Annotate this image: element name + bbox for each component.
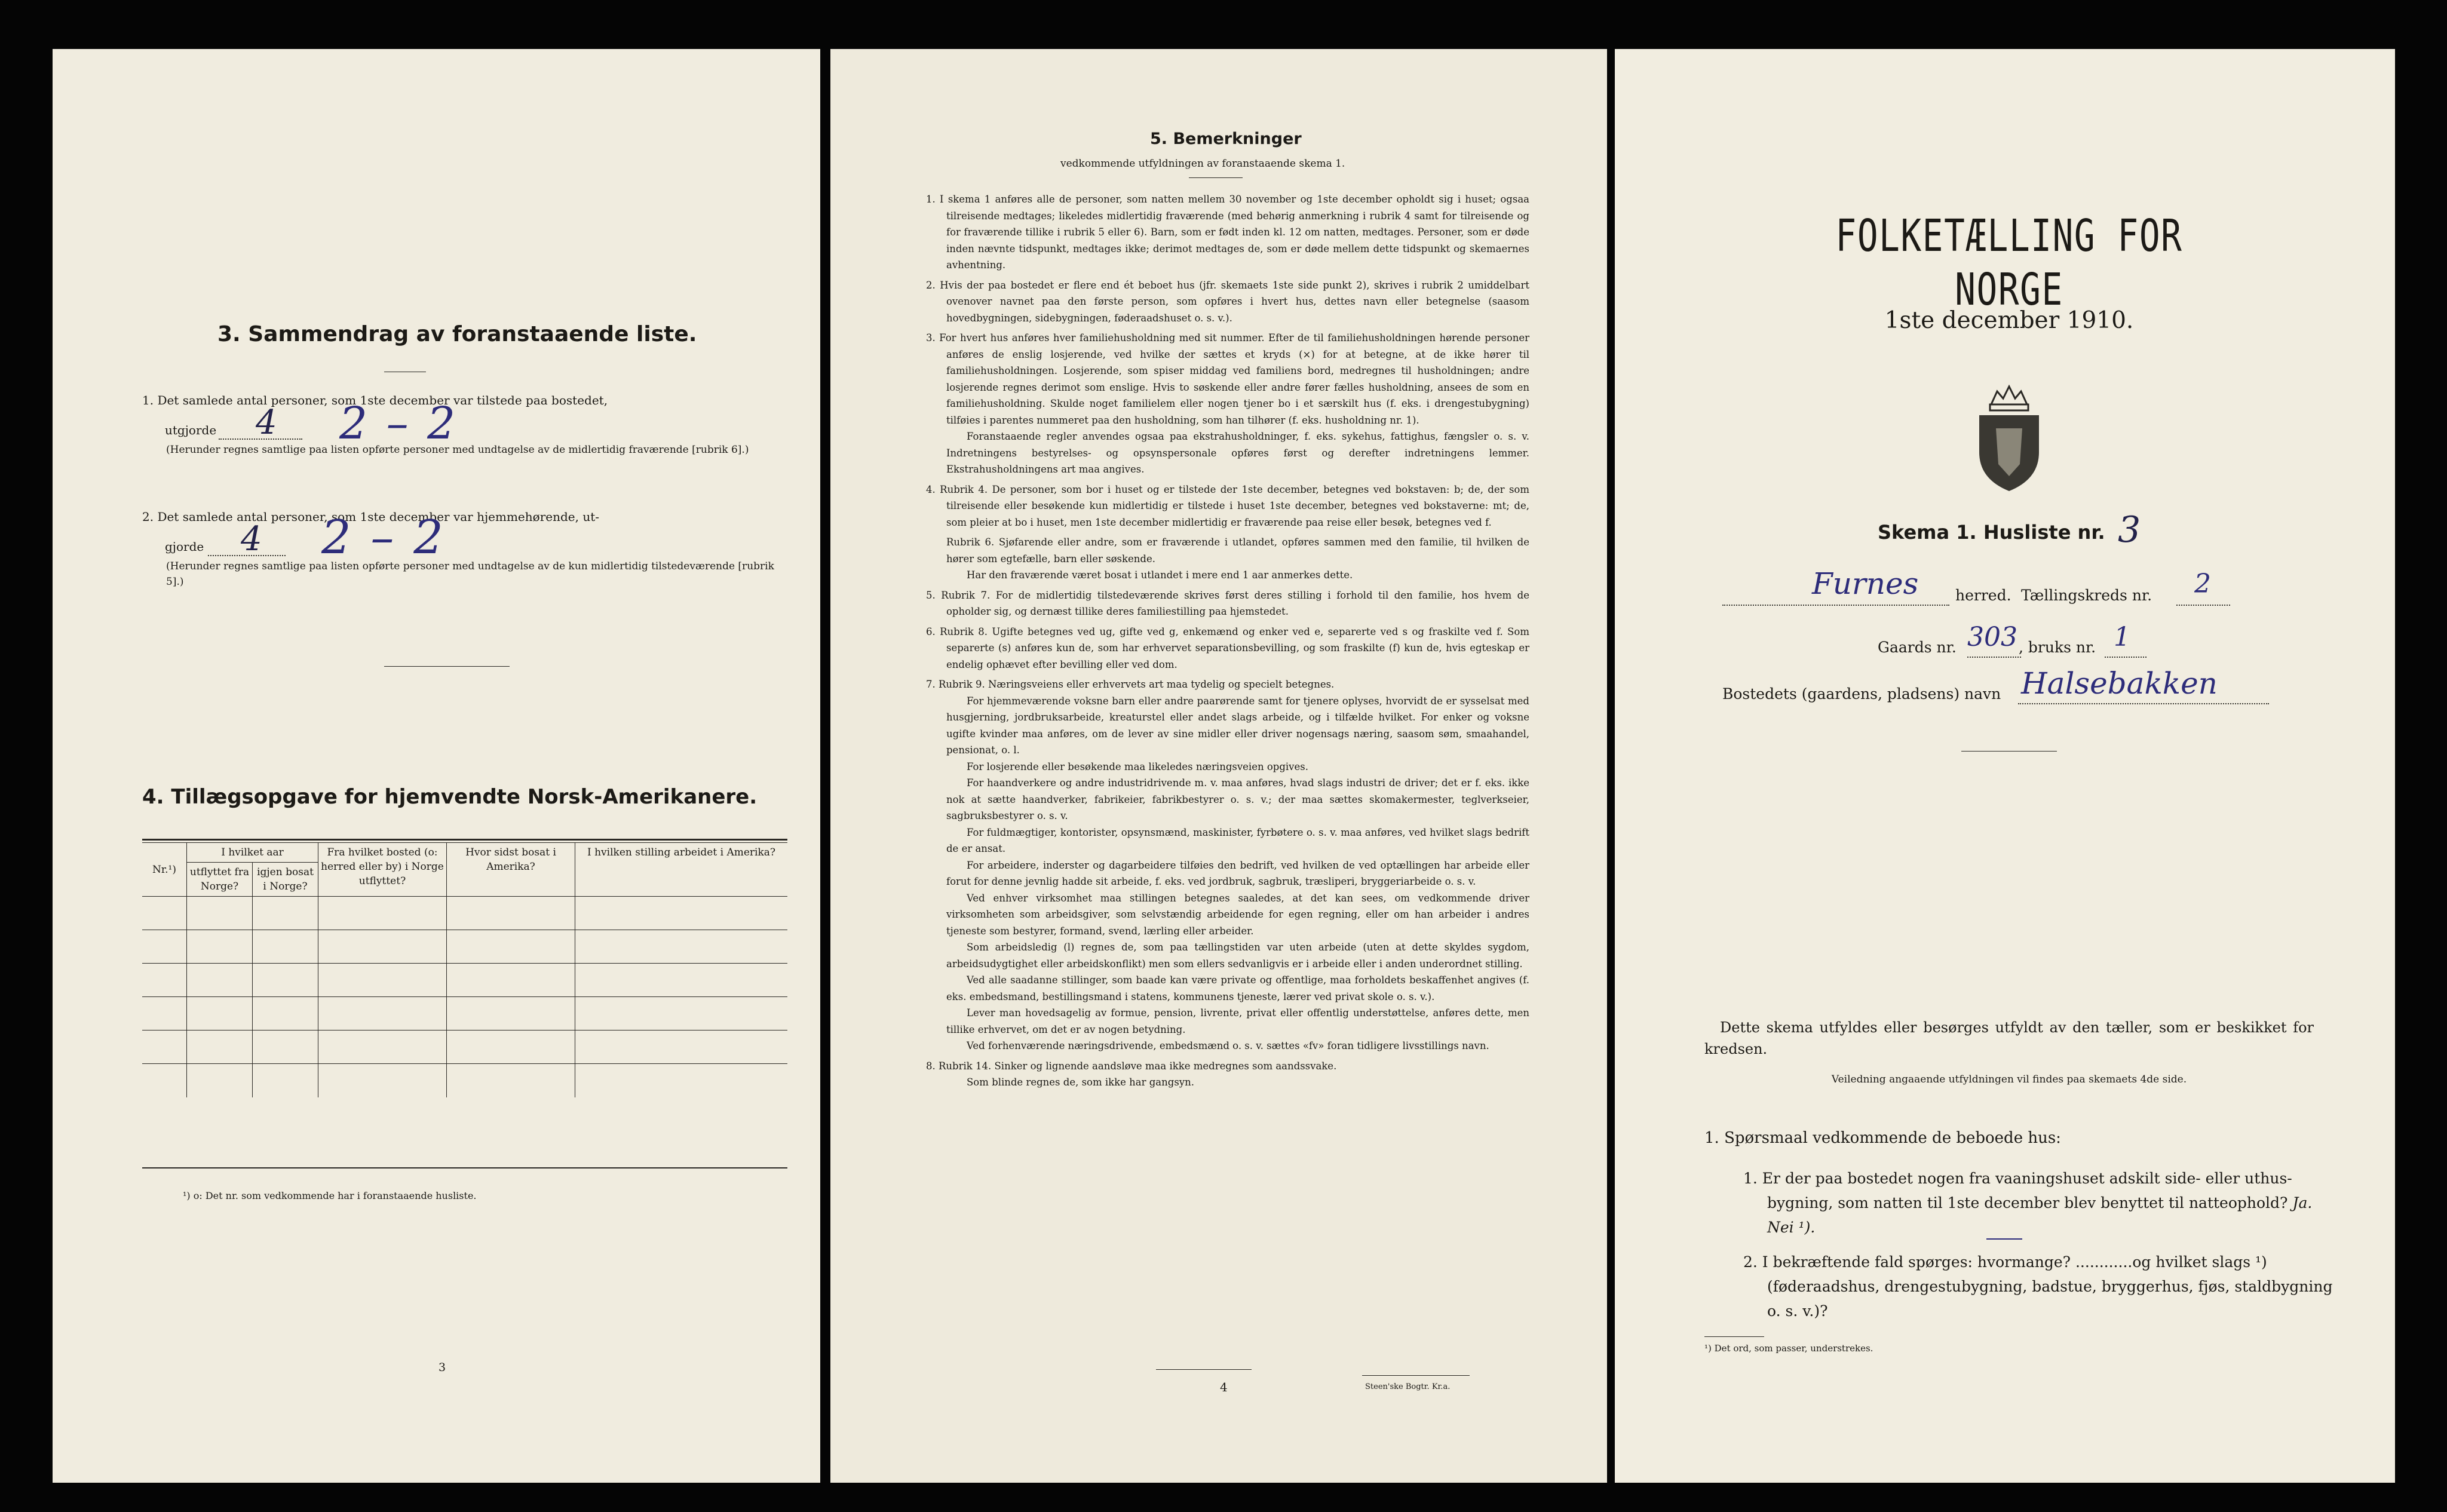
section3-title: 3. Sammendrag av foranstaaende liste.: [217, 322, 697, 346]
bosted-label: Bostedets (gaardens, pladsens) navn: [1722, 685, 2001, 703]
col-emigrated: utflyttet fra Norge?: [187, 863, 253, 897]
remark-4b: Rubrik 6. Sjøfarende eller andre, som er fraværende i utlandet, opføres sammen med den familie, til hvilken de hører som egtefælle, barn eller søskende.: [946, 536, 1529, 565]
remark-3b: Foranstaaende regler anvendes ogsaa paa ekstrahusholdninger, f. eks. sykehus, fattighus, fængsler o. s. v. Indretningens bestyrelses- og opsynspersonale opføres først og derefter indretningens lemmer. Ekstrahusholdningens art maa angives.: [946, 431, 1529, 475]
remark-7k: Ved forhenværende næringsdrivende, embedsmænd o. s. v. sættes «fv» foran tidligere livsstillings navn.: [967, 1040, 1489, 1051]
coat-of-arms-icon: [1967, 381, 2051, 494]
middle-page: [830, 49, 1607, 1483]
section4-title: 4. Tillægsopgave for hjemvendte Norsk-Amerikanere.: [142, 785, 758, 809]
item1-prefix: utgjorde: [165, 423, 217, 437]
remark-7b: For hjemmeværende voksne barn eller andre paarørende samt for tjenere oplyses, hvorvidt de er sysselsat med husgjerning, jordbruksarbeide, kreaturstel eller andet slags arbeide, og i tilfælde hvilket. For enker og voksne ugifte kvinder maa anføres, om de lever av sine midler eller driver nogensags næring, saasom søm, smaahandel, pensionat, o. l.: [946, 695, 1529, 756]
item2-handwritten: 2 – 2: [321, 511, 446, 565]
item2-note: (Herunder regnes samtlige paa listen opførte personer med undtagelse av de kun midlertidig tilstedeværende [rubrik 5].): [166, 560, 774, 588]
bosted-row: [1722, 666, 2320, 715]
right-page: [1615, 49, 2395, 1483]
remark-4: 4. Rubrik 4. De personer, som bor i huset og er tilstede der 1ste december, betegnes ved bokstaven: b; de, der som tilreisende eller besøkende kun midlertidig er tilstede i huset 1ste december, betegnes ved bokstaverne: mt; de, som pleier at bo i huset, men 1ste december midlertidig er fraværende paa reise eller besøk, betegnes ved f.: [926, 483, 1529, 528]
remark-7j: Lever man hovedsagelig av formue, pension, livrente, privat eller offentlig understøttelse, anføres dette, men tillike erhvervet, om det er av nogen betydning.: [946, 1007, 1529, 1035]
col-last-residence: Hvor sidst bosat i Amerika?: [447, 843, 575, 897]
remark-7i: Ved alle saadanne stillinger, som baade kan være private og offentlige, maa forholdets beskaffenhet angives (f. eks. embedsmand, bestillingsmand i statens, kommunens tjeneste, lærer ved privat skole o. s. v.).: [946, 974, 1529, 1002]
remark-4c: Har den fraværende været bosat i utlandet i mere end 1 aar anmerkes dette.: [967, 569, 1353, 581]
item1-printed-value: 4: [256, 403, 277, 442]
herred-row: [1722, 566, 2284, 617]
remark-2: 2. Hvis der paa bostedet er flere end ét beboet hus (jfr. skemaets 1ste side punkt 2), skrives i rubrik 2 umiddelbart ovenover navnet paa den første person, som opføres i hvert hus, dettes navn eller betegnelse (saasom hovedbygningen, sidebygningen, føderaadshuset o. s. v.).: [926, 279, 1529, 324]
remark-5: 5. Rubrik 7. For de midlertidig tilstedeværende skrives først deres stilling i forhold til den familie, hos hvem de opholder sig, og dernæst tillike deres familiestilling paa hjemstedet.: [926, 589, 1529, 617]
question-1-text: 1. Er der paa bostedet nogen fra vaaningshuset adskilt side- eller uthus-bygning, som natten til 1ste december blev benyttet til natteophold?: [1743, 1170, 2292, 1212]
question-1-answer: Ja. Nei ¹).: [1767, 1194, 2313, 1236]
table-row: [142, 1064, 787, 1097]
instruction-small: Veiledning angaaende utfyldningen vil findes paa skemaets 4de side.: [1831, 1074, 2187, 1085]
census-date: 1ste december 1910.: [1884, 307, 2134, 334]
table-row: [142, 997, 787, 1031]
page-number-4: 4: [1220, 1380, 1228, 1394]
remarks-title: 5. Bemerkninger: [1150, 130, 1302, 148]
divider: [384, 666, 510, 667]
skema-label: Skema 1. Husliste nr.: [1878, 521, 2105, 544]
remark-7: 7. Rubrik 9. Næringsveiens eller erhvervets art maa tydelig og specielt betegnes.: [926, 679, 1335, 690]
kreds-value: 2: [2194, 569, 2211, 599]
col-returned: igjen bosat i Norge?: [253, 863, 318, 897]
item2-line: 2. Det samlede antal personer, som 1ste december var hjemmehørende, ut-: [142, 510, 599, 524]
remark-7f: For arbeidere, inderster og dagarbeidere tilføies den bedrift, ved hvilken de ved optællingen har arbeide eller forut for denne jevnlig hadde sit arbeide, f. eks. ved jordbruk, sagbruk, træsliperi, bryggeriarbeide o. s. v.: [946, 859, 1529, 887]
item1-handwritten: 2 – 2: [339, 398, 458, 449]
item1-line: 1. Det samlede antal personer, som 1ste december var tilstede paa bostedet,: [142, 393, 608, 407]
remark-3: 3. For hvert hus anføres hver familiehusholdning med sit nummer. Efter de til familiehusholdningen hørende personer anføres de enslig losjerende, ved hvilke der sættes et kryds (×) for at betegne, at de ikke hører til familiehusholdningen. Losjerende, som spiser middag ved familiens bord, medregnes til husholdningen; andre losjerende regnes derimot som enslige. Hvis to søskende eller andre fører fælles husholdning, ansees de som en familiehusholdning. Skulde noget familielem eller nogen tjener bo i et særskilt hus (f. eks. i drengestubygning) tilføies i parentes nummeret paa den husholdning, som han tilhører (f. eks. husholdning nr. 1).: [926, 332, 1529, 426]
bosted-value: Halsebakken: [2021, 666, 2218, 701]
herred-label: herred.: [1955, 587, 2011, 604]
table-row: [142, 897, 787, 930]
question-heading: 1. Spørsmaal vedkommende de beboede hus:: [1704, 1129, 2061, 1147]
husliste-nr: 3: [2118, 509, 2141, 551]
census-title: FOLKETÆLLING FOR NORGE: [1835, 210, 2183, 315]
herred-value: Furnes: [1812, 566, 1919, 601]
remark-7e: For fuldmægtiger, kontorister, opsynsmænd, maskinister, fyrbøtere o. s. v. maa anføres, ved hvilket slags bedrift de er ansat.: [946, 826, 1529, 854]
bruks-label: , bruks nr.: [2019, 639, 2096, 656]
gaards-label: Gaards nr.: [1878, 639, 1957, 656]
table-row: [142, 930, 787, 964]
remark-8b: Som blinde regnes de, som ikke har gangsyn.: [967, 1077, 1194, 1088]
remarks-subtitle: vedkommende utfyldningen av foranstaaende skema 1.: [1060, 158, 1345, 170]
bruks-value: 1: [2114, 622, 2130, 652]
item1-note: (Herunder regnes samtlige paa listen opførte personer med undtagelse av de midlertidig fraværende [rubrik 6].): [166, 444, 749, 456]
col-nr: Nr.¹): [142, 843, 187, 897]
summary-item-1: [142, 389, 787, 458]
item2-printed-value: 4: [241, 520, 262, 559]
remark-7g: Ved enhver virksomhet maa stillingen betegnes saaledes, at det kan sees, om vedkommende driver virksomheten som arbeidsgiver, som selvstændig arbeidende for egen regning, eller om han arbeider i andres tjeneste som bestyrer, formand, svend, lærling eller arbeider.: [946, 892, 1529, 937]
question-2: 2. I bekræftende fald spørges: hvormange? ............og hvilket slags ¹) (føderaadshus, drengestubygning, badstue, bryggerhus, fjøs, staldbygning o. s. v.)?: [1743, 1253, 2333, 1320]
remarks-body: [926, 191, 1529, 1091]
remark-7d: For haandverkere og andre industridrivende m. v. maa anføres, hvad slags industri de driver; det er f. eks. ikke nok at sætte haandverker, fabrikeier, fabrikbestyrer o. s. v.; der maa sættes skomakermester, teglverkseier, sagbruksbestyrer o. s. v.: [946, 777, 1529, 821]
left-footnote: ¹) o: Det nr. som vedkommende har i foranstaaende husliste.: [183, 1190, 477, 1201]
instruction-text: Dette skema utfyldes eller besørges utfyldt av den tæller, som er beskikket for kredsen.: [1704, 1019, 2314, 1057]
gaards-row: [1878, 622, 2296, 667]
col-from-where: Fra hvilket bosted (o: herred eller by) i Norge utflyttet?: [318, 843, 447, 897]
remark-1: 1. I skema 1 anføres alle de personer, som natten mellem 30 november og 1ste december opholdt sig i huset; ogsaa tilreisende medtages; likeledes midlertidig fraværende (med behørig anmerkning i rubrik 4 samt for tilreisende og for fraværende tillike i rubrik 5 eller 6). Barn, som er født inden kl. 12 om natten, medtages. Personer, som er døde inden nævnte tidspunkt, medtages ikke; derimot medtages de, som er døde mellem dette tidspunkt og skemaernes avhentning.: [926, 194, 1529, 271]
table-row: [142, 1031, 787, 1064]
table-row: [142, 964, 787, 997]
nei-underline: [1986, 1238, 2022, 1240]
col-which-year: I hvilket aar: [187, 843, 318, 863]
question-1: [1743, 1166, 2335, 1240]
remark-6: 6. Rubrik 8. Ugifte betegnes ved ug, gifte ved g, enkemænd og enker ved e, separerte ved s og fraskilte ved f. Som separerte (s) anføres kun de, som har erhvervet separationsbevilling, og som fraskilte (f) kun de, hvis egteskap er endelig ophævet efter bevilling eller ved dom.: [926, 625, 1529, 670]
printer-imprint: Steen'ske Bogtr. Kr.a.: [1365, 1382, 1451, 1391]
page-number-3: 3: [439, 1361, 446, 1374]
remark-8: 8. Rubrik 14. Sinker og lignende aandsløve maa ikke medregnes som aandssvake.: [926, 1060, 1337, 1072]
right-footnote: ¹) Det ord, som passer, understrekes.: [1704, 1343, 1873, 1354]
remark-7h: Som arbeidsledig (l) regnes de, som paa tællingstiden var uten arbeide (uten at dette skyldes sygdom, arbeidsudygtighet eller arbeidskonflikt) men som ellers sedvanligvis er i arbeide eller i anden underordnet stilling.: [946, 941, 1529, 970]
kreds-label: Tællingskreds nr.: [2021, 587, 2152, 604]
norsk-amerikanere-table: [142, 842, 787, 1097]
summary-item-2: [142, 506, 787, 590]
item2-prefix: gjorde: [165, 539, 204, 554]
left-page: [53, 49, 820, 1483]
gaards-value: 303: [1967, 622, 2017, 652]
col-position: I hvilken stilling arbeidet i Amerika?: [575, 843, 788, 897]
remark-7c: For losjerende eller besøkende maa likeledes næringsveien opgives.: [967, 760, 1308, 772]
